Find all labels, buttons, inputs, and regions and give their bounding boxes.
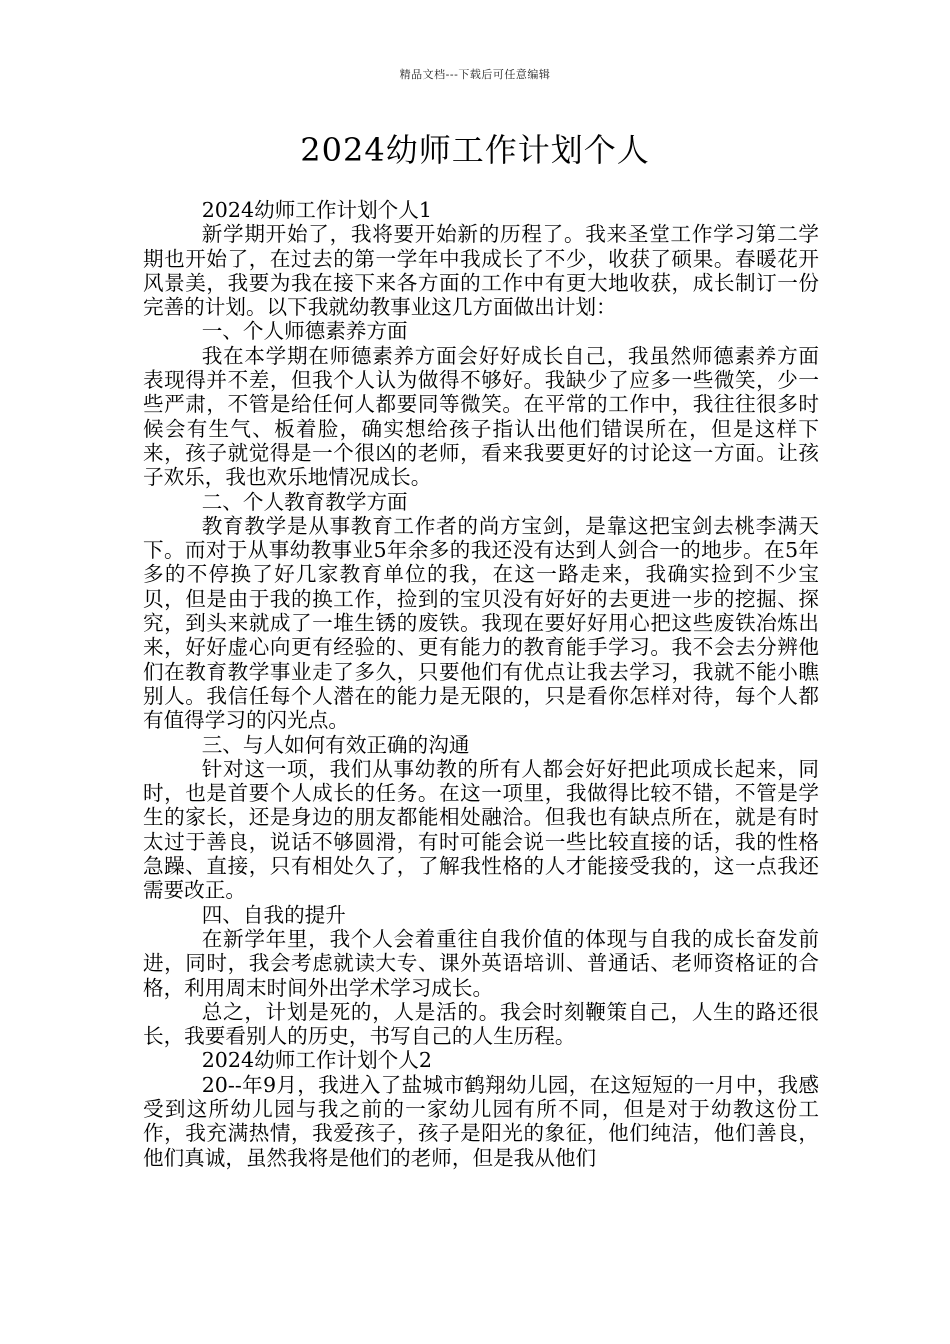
body-paragraph: 我在本学期在师德素养方面会好好成长自己，我虽然师德素养方面表现得并不差，但我个人认为做得不够好。我缺少了应多一些微笑，少一些严肃，不管是给任何人都要同等微笑。在平常的工作中，我往往很多时候会有生气、板着脸，确实想给孩子指认出他们错误所在，但是这样下来，孩子就觉得是一个很凶的老师，看来我要更好的讨论这一方面。让孩子欢乐，我也欢乐地情况成长。 <box>143 343 819 490</box>
page-header-note: 精品文档---下载后可任意编辑 <box>399 68 551 81</box>
document-body <box>143 198 819 1170</box>
section-heading: 二、个人教育教学方面 <box>201 489 408 514</box>
body-paragraph: 总之，计划是死的，人是活的。我会时刻鞭策自己，人生的路还很长，我要看别人的历史，书写自己的人生历程。 <box>143 999 819 1049</box>
document-title: 2024幼师工作计划个人 <box>300 131 650 169</box>
section-heading: 四、自我的提升 <box>201 902 346 927</box>
section-heading: 2024幼师工作计划个人2 <box>201 1048 432 1073</box>
section-heading: 三、与人如何有效正确的沟通 <box>201 732 470 757</box>
body-paragraph: 新学期开始了，我将要开始新的历程了。我来圣堂工作学习第二学期也开始了，在过去的第一学年中我成长了不少，收获了硕果。春暖花开风景美，我要为我在接下来各方面的工作中有更大地收获，成长制订一份完善的计划。以下我就幼教事业这几方面做出计划： <box>143 222 819 320</box>
body-paragraph: 教育教学是从事教育工作者的尚方宝剑，是靠这把宝剑去桃李满天下。而对于从事幼教事业5年余多的我还没有达到人剑合一的地步。在5年多的不停换了好几家教育单位的我，在这一路走来，我确实捡到不少宝贝，但是由于我的换工作，捡到的宝贝没有好好的去更进一步的挖掘、探究，到头来就成了一堆生锈的废铁。我现在要好好用心把这些废铁冶炼出来，好好虚心向更有经验的、更有能力的教育能手学习。我不会去分辨他们在教育教学事业走了多久，只要他们有优点让我去学习，我就不能小瞧别人。我信任每个人潜在的能力是无限的，只是看你怎样对待，每个人都有值得学习的闪光点。 <box>143 513 819 733</box>
section-heading: 2024幼师工作计划个人1 <box>201 198 432 222</box>
body-paragraph: 在新学年里，我个人会着重往自我价值的体现与自我的成长奋发前进，同时，我会考虑就读大专、课外英语培训、普通话、老师资格证的合格，利用周末时间外出学术学习成长。 <box>143 926 819 1000</box>
body-paragraph: 20--年9月，我进入了盐城市鹤翔幼儿园，在这短短的一月中，我感受到这所幼儿园与我之前的一家幼儿园有所不同，但是对于幼教这份工作，我充满热情，我爱孩子，孩子是阳光的象征，他们纯洁，他们善良，他们真诚，虽然我将是他们的老师，但是我从他们 <box>143 1072 819 1170</box>
section-heading: 一、个人师德素养方面 <box>201 319 408 344</box>
body-paragraph: 针对这一项，我们从事幼教的所有人都会好好把此项成长起来，同时，也是首要个人成长的任务。在这一项里，我做得比较不错，不管是学生的家长，还是身边的朋友都能相处融洽。但我也有缺点所在，就是有时太过于善良，说话不够圆滑，有时可能会说一些比较直接的话，我的性格急躁、直接，只有相处久了，了解我性格的人才能接受我的，这一点我还需要改正。 <box>143 756 819 903</box>
